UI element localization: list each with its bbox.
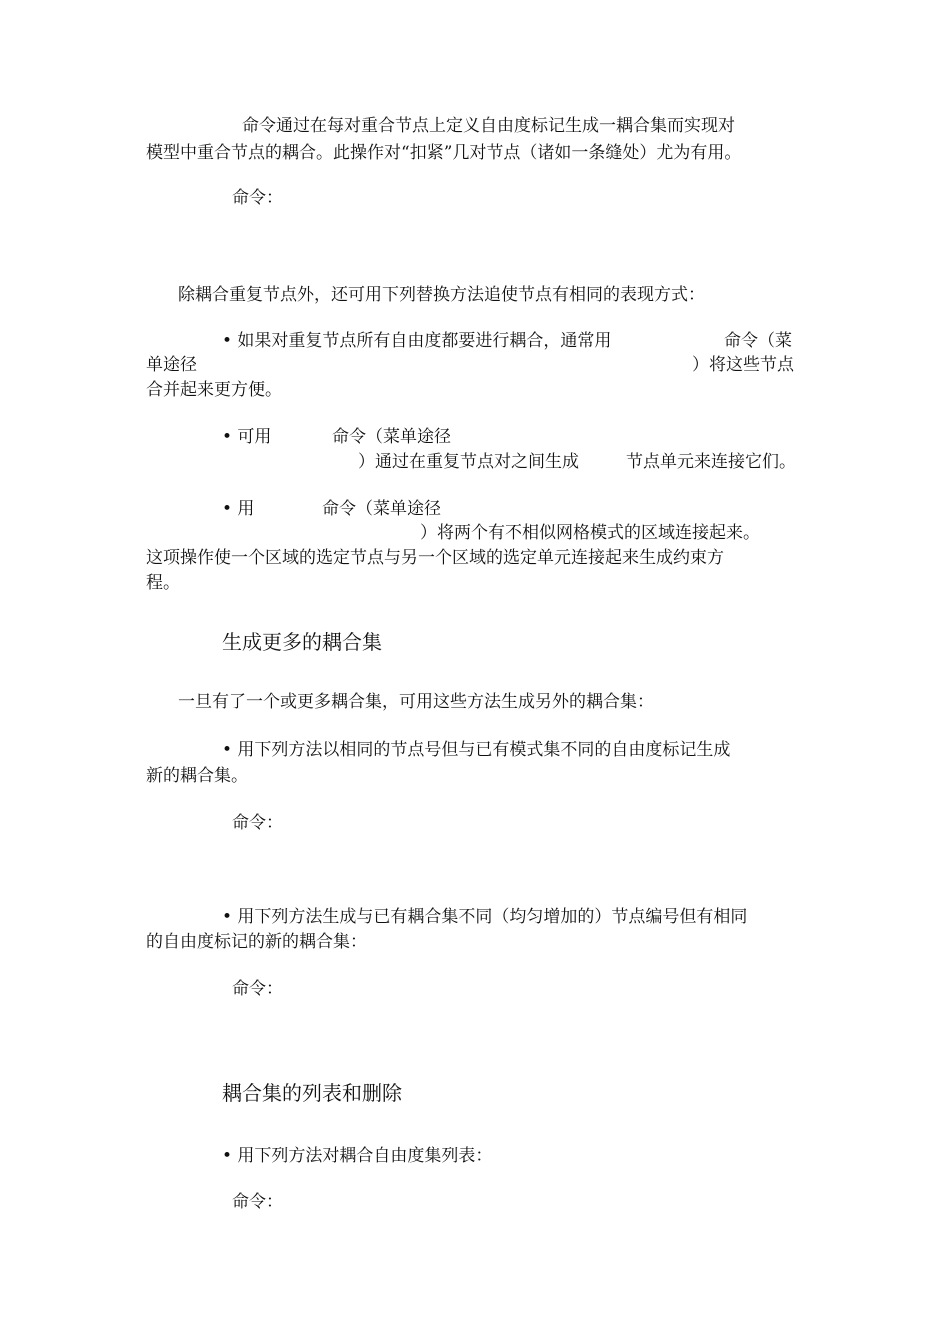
- bullet-3-line-1a: • 用: [222, 499, 255, 519]
- para-2: 除耦合重复节点外，还可用下列替换方法追使节点有相同的表现方式：: [178, 285, 705, 305]
- bullet-5-line-1: • 用下列方法生成与已有耦合集不同（均匀增加的）节点编号但有相同: [222, 907, 748, 927]
- bullet-6: • 用下列方法对耦合自由度集列表：: [222, 1146, 493, 1166]
- bullet-1-line-2b: ）将这些节点: [692, 355, 794, 375]
- para-1-line-1: 命令通过在每对重合节点上定义自由度标记生成一耦合集而实现对: [242, 116, 735, 136]
- bullet-2-line-2b: 节点单元来连接它们。: [626, 452, 796, 472]
- para-1-line-2: 模型中重合节点的耦合。此操作对“扣紧”几对节点（诸如一条缝处）尤为有用。: [146, 143, 742, 163]
- bullet-3-line-3: 这项操作使一个区域的选定节点与另一个区域的选定单元连接起来生成约束方: [146, 548, 724, 568]
- bullet-3-line-4: 程。: [146, 573, 180, 593]
- command-label: 命令：: [232, 979, 283, 999]
- bullet-4-line-1: • 用下列方法以相同的节点号但与已有模式集不同的自由度标记生成: [222, 740, 731, 760]
- bullet-1-line-1b: 命令（菜: [724, 331, 792, 351]
- bullet-2-line-2a: ）通过在重复节点对之间生成: [358, 452, 579, 472]
- bullet-3-line-2: ）将两个有不相似网格模式的区域连接起来。: [420, 523, 760, 543]
- bullet-2-line-1b: 命令（菜单途径: [332, 427, 451, 447]
- bullet-1-line-3: 合并起来更方便。: [146, 380, 282, 400]
- heading-list-and-delete: 耦合集的列表和删除: [222, 1081, 402, 1105]
- bullet-1-line-2a: 单途径: [146, 355, 197, 375]
- para-3: 一旦有了一个或更多耦合集，可用这些方法生成另外的耦合集：: [178, 692, 654, 712]
- command-label: 命令：: [232, 1192, 283, 1212]
- bullet-3-line-1b: 命令（菜单途径: [322, 499, 441, 519]
- bullet-1-line-1a: • 如果对重复节点所有自由度都要进行耦合，通常用: [222, 331, 612, 351]
- bullet-2-line-1a: • 可用: [222, 427, 272, 447]
- command-label: 命令：: [232, 188, 283, 208]
- bullet-4-line-2: 新的耦合集。: [146, 766, 248, 786]
- command-label: 命令：: [232, 813, 283, 833]
- bullet-5-line-2: 的自由度标记的新的耦合集：: [146, 932, 367, 952]
- heading-more-coupled-sets: 生成更多的耦合集: [222, 630, 382, 654]
